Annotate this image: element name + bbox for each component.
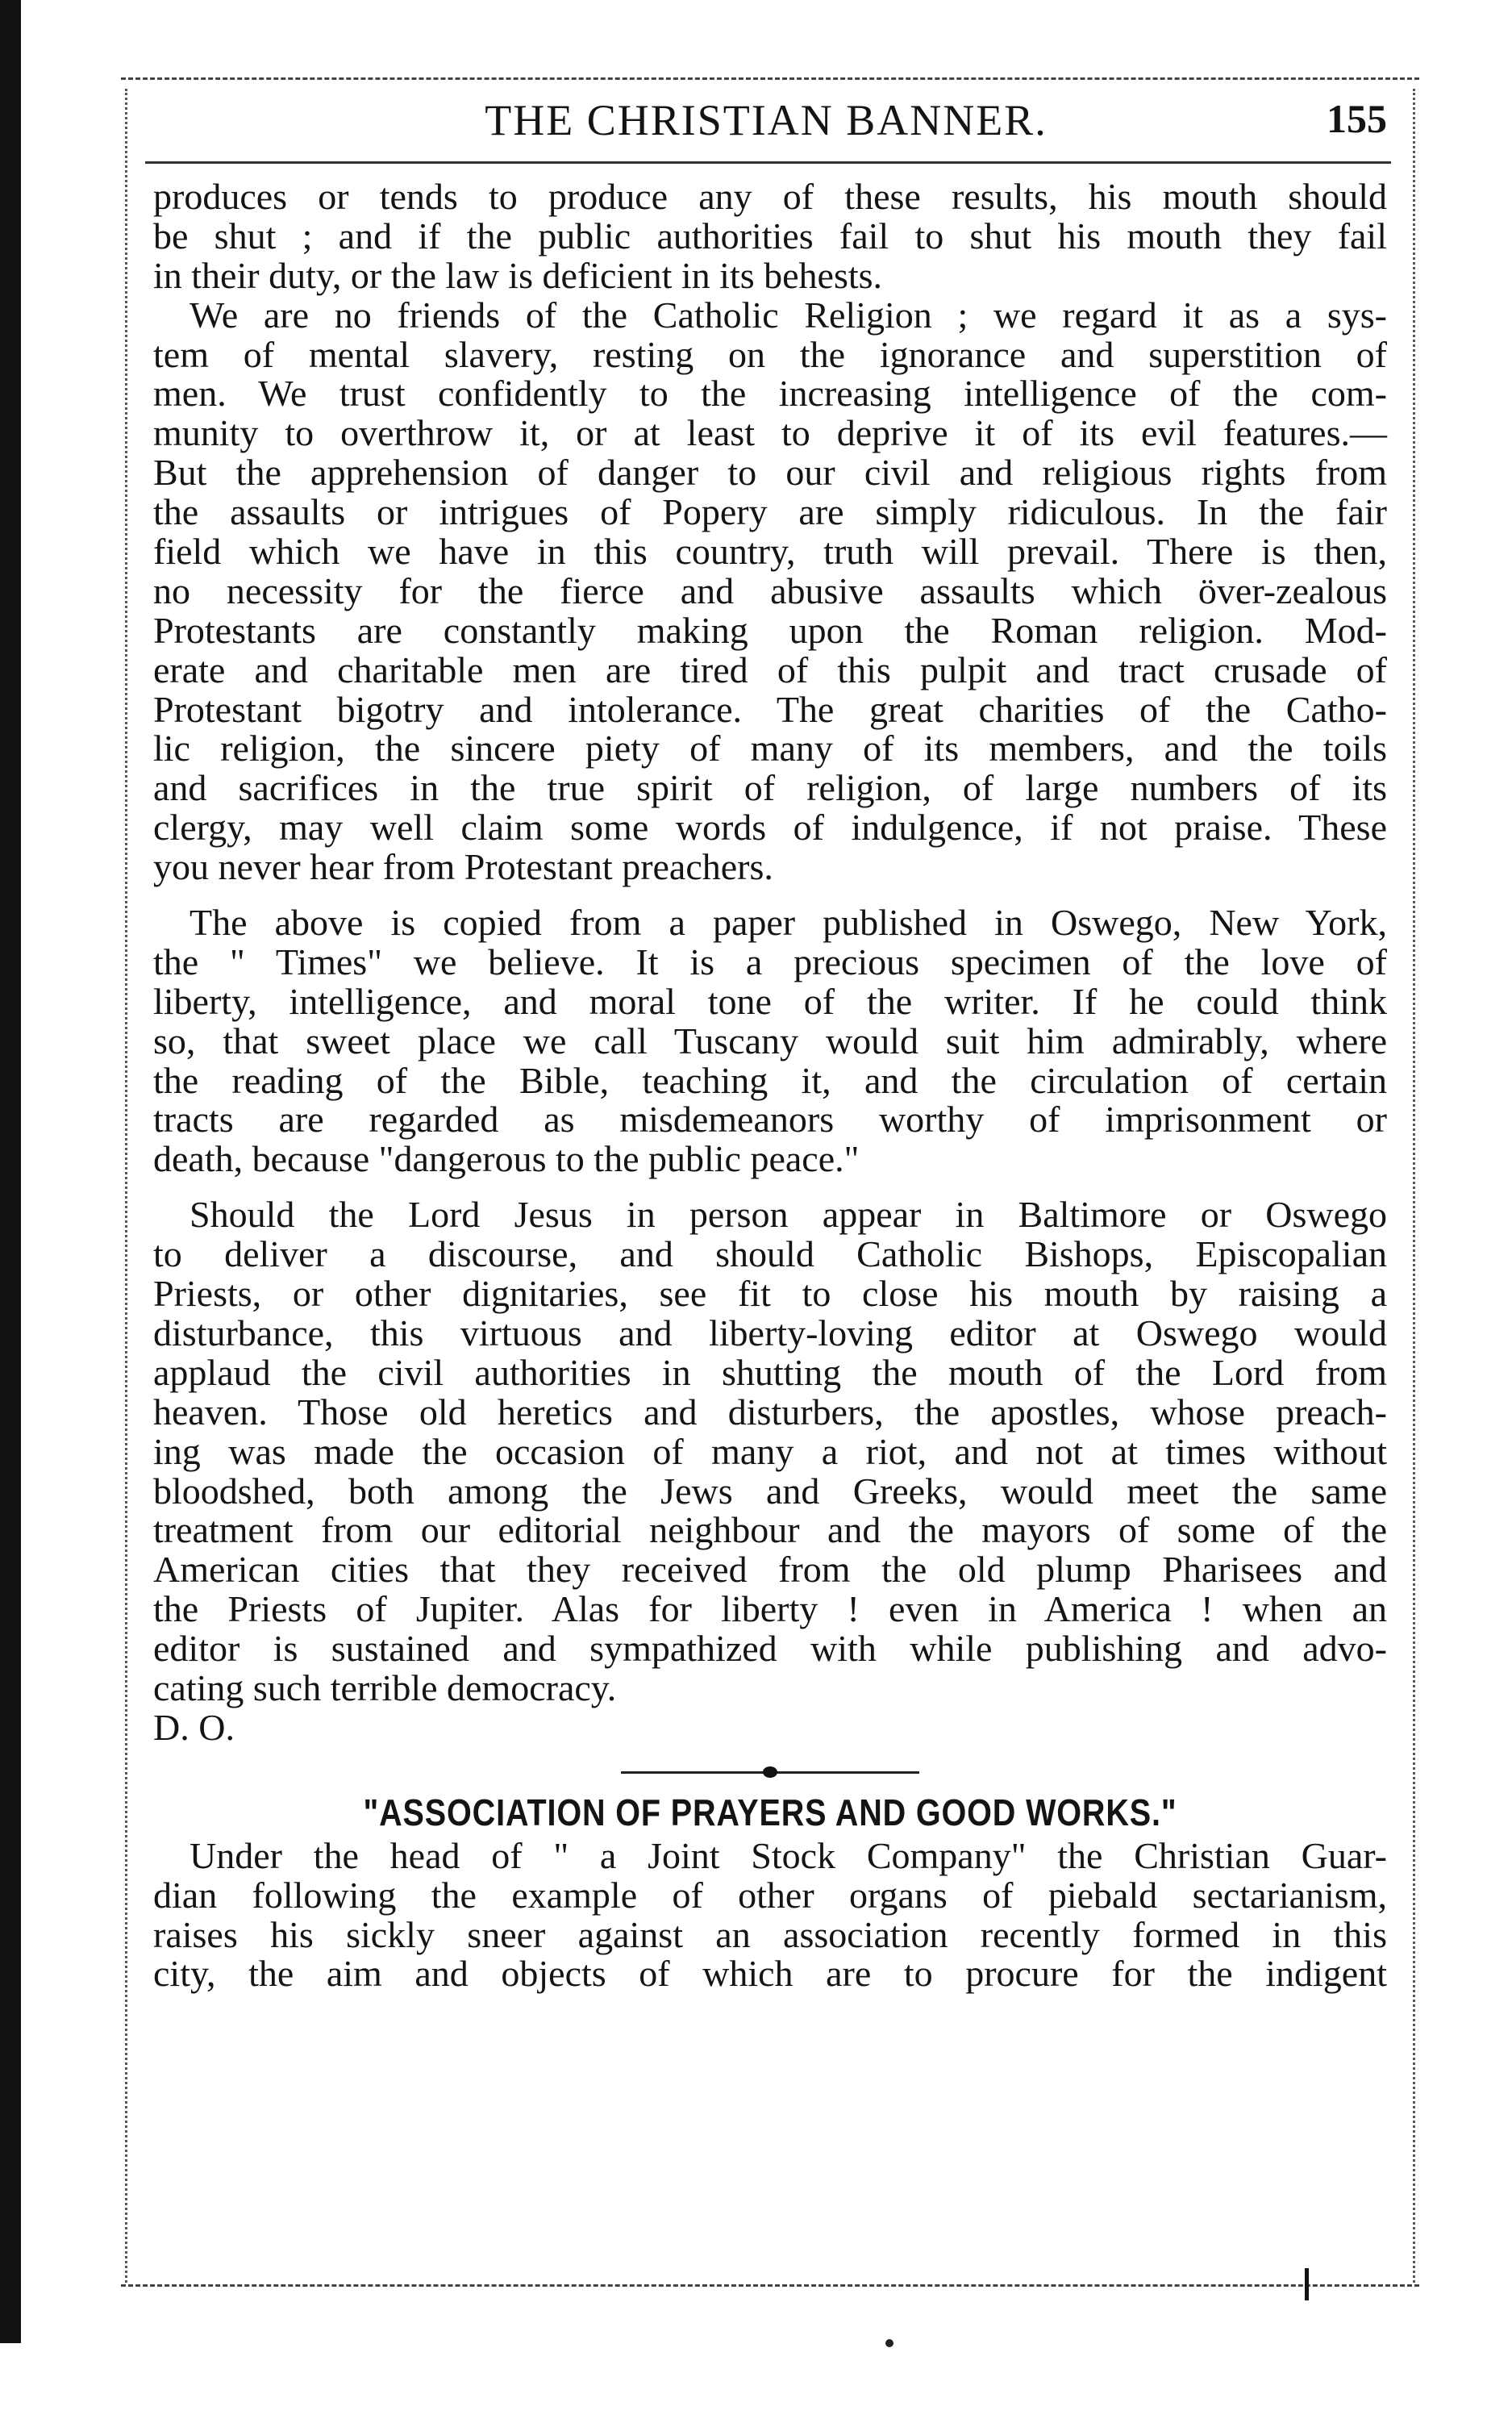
text-line: tem of mental slavery, resting on the ignorance and superstition of: [153, 333, 1387, 375]
text-line: men. We trust confidently to the increasing intelligence of the com-: [153, 373, 1387, 415]
paragraph-1: [153, 177, 1387, 296]
text-line: in their duty, or the law is deficient in its behests.: [153, 254, 883, 296]
text-line: heaven. Those old heretics and disturbers, the apostles, whose preach-: [153, 1391, 1387, 1433]
text-line: dian following the example of other organs of piebald sectarianism,: [153, 1874, 1387, 1916]
section-heading: "ASSOCIATION OF PRAYERS AND GOOD WORKS.": [363, 1791, 1177, 1833]
text-line: We are no friends of the Catholic Religion ; we regard it as a sys-: [190, 294, 1387, 336]
text-line: editor is sustained and sympathized with while publishing and advo-: [153, 1628, 1387, 1670]
text-line: to deliver a discourse, and should Catholic Bishops, Episcopalian: [153, 1233, 1387, 1275]
text-line: American cities that they received from the old plump Pharisees and: [153, 1549, 1387, 1591]
text-line: applaud the civil authorities in shutting the mouth of the Lord from: [153, 1351, 1387, 1393]
frame-bottom-border: [121, 2284, 1419, 2287]
text-line: you never hear from Protestant preachers.: [153, 846, 773, 888]
frame-top-border: [121, 77, 1419, 80]
text-line: and sacrifices in the true spirit of religion, of large numbers of its: [153, 767, 1387, 809]
text-line: treatment from our editorial neighbour and the mayors of some of the: [153, 1509, 1387, 1551]
text-line: so, that sweet place we call Tuscany would suit him admirably, where: [153, 1020, 1387, 1061]
frame-left-border: [125, 89, 127, 2283]
article-body: [153, 177, 1387, 1994]
section-divider: [621, 1756, 919, 1788]
text-line: cating such terrible democracy.: [153, 1666, 617, 1708]
text-line: erate and charitable men are tired of this pulpit and tract crusade of: [153, 649, 1387, 690]
text-line: But the apprehension of danger to our civil and religious rights from: [153, 452, 1387, 494]
text-line: Should the Lord Jesus in person appear in Baltimore or Oswego: [190, 1194, 1387, 1236]
author-signature: D. O.: [153, 1706, 235, 1748]
text-line: no necessity for the fierce and abusive assaults which över-zealous: [153, 569, 1387, 611]
text-line: bloodshed, both among the Jews and Greeks, would meet the same: [153, 1470, 1387, 1512]
text-line: field which we have in this country, truth will prevail. There is then,: [153, 531, 1387, 573]
paragraph-2: [153, 296, 1387, 887]
bottom-printer-mark: [1305, 2268, 1327, 2300]
text-line: tracts are regarded as misdemeanors worthy of imprisonment or: [153, 1099, 1387, 1141]
text-line: the " Times" we believe. It is a precious specimen of the love of: [153, 940, 1387, 982]
text-line: raises his sickly sneer against an association recently formed in this: [153, 1913, 1387, 1955]
page-edge-bar: [0, 0, 21, 2343]
text-line: Under the head of " a Joint Stock Company" the Christian Guar-: [190, 1834, 1387, 1876]
page-number: 155: [1327, 96, 1387, 141]
text-line: munity to overthrow it, or at least to deprive it of its evil features.—: [153, 412, 1387, 454]
text-line: be shut ; and if the public authorities fail to shut his mouth they fail: [153, 215, 1387, 256]
text-line: produces or tends to produce any of these results, his mouth should: [153, 176, 1387, 217]
ink-speck: [885, 2339, 893, 2347]
text-line: Protestant bigotry and intolerance. The great charities of the Catho-: [153, 688, 1387, 730]
text-line: The above is copied from a paper published in Oswego, New York,: [190, 902, 1387, 944]
paragraph-gap: [153, 887, 1387, 903]
paragraph-3: [153, 903, 1387, 1179]
text-line: ing was made the occasion of many a riot, and not at times without: [153, 1430, 1387, 1472]
text-line: the reading of the Bible, teaching it, and the circulation of certain: [153, 1059, 1387, 1101]
paragraph-gap: [153, 1179, 1387, 1195]
text-line: death, because "dangerous to the public peace.": [153, 1138, 860, 1180]
text-line: Protestants are constantly making upon the Roman religion. Mod-: [153, 609, 1387, 651]
text-line: lic religion, the sincere piety of many of its members, and the toils: [153, 728, 1387, 769]
text-line: disturbance, this virtuous and liberty-loving editor at Oswego would: [153, 1312, 1387, 1353]
text-line: city, the aim and objects of which are to procure for the indigent: [153, 1953, 1387, 1995]
text-line: Priests, or other dignitaries, see fit to close his mouth by raising a: [153, 1273, 1387, 1315]
text-line: liberty, intelligence, and moral tone of the writer. If he could think: [153, 980, 1387, 1022]
section-paragraph: [153, 1834, 1387, 1995]
frame-right-border: [1413, 89, 1415, 2283]
text-line: the assaults or intrigues of Popery are simply ridiculous. In the fair: [153, 491, 1387, 533]
paragraph-4: [153, 1195, 1387, 1708]
text-line: the Priests of Jupiter. Alas for liberty ! even in America ! when an: [153, 1588, 1387, 1630]
divider-dot: [763, 1766, 777, 1778]
header-rule: [145, 161, 1391, 164]
running-head: [145, 95, 1387, 152]
text-line: clergy, may well claim some words of indulgence, if not praise. These: [153, 807, 1387, 849]
running-title: THE CHRISTIAN BANNER.: [485, 96, 1048, 144]
